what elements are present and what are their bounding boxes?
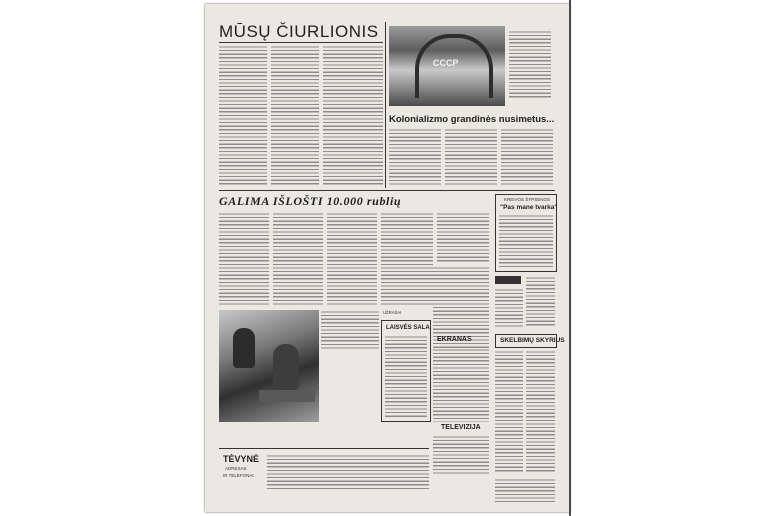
pavilion-photo <box>389 26 505 106</box>
televizija-title: TELEVIZIJA <box>441 424 481 431</box>
humor-text <box>499 214 553 268</box>
skelbimai-col2 <box>526 350 555 474</box>
right-col-text1 <box>495 288 523 328</box>
skelbimai-col1 <box>495 350 523 474</box>
redaktorius-label: UŽRAŠAI <box>383 310 402 315</box>
main-story-col4 <box>381 212 433 307</box>
main-story-title: GALIMA IŠLOŠTI 10.000 rublių <box>219 194 402 208</box>
children-photo <box>219 310 319 422</box>
skelbimai-box <box>495 334 565 348</box>
column-divider <box>385 22 386 188</box>
masthead-rule <box>219 42 383 43</box>
main-story-col5 <box>437 212 489 262</box>
footer-address: ADRESAS <box>225 466 247 471</box>
footer-logo: TĖVYNĖ <box>223 454 260 464</box>
colonial-col3 <box>501 128 553 186</box>
article-text-col3 <box>323 45 383 185</box>
main-story-col3 <box>327 212 377 307</box>
colonial-col1 <box>389 128 441 186</box>
pavilion-sign: CCCP <box>433 58 459 68</box>
laisve-text <box>385 335 427 417</box>
horizontal-rule-mid <box>219 190 555 191</box>
main-story-col2 <box>273 212 323 307</box>
colonial-title: Kolonializmo grandinės nusimetus... <box>389 114 555 125</box>
televizija-listings <box>433 435 489 475</box>
vedamasis-label <box>495 276 521 284</box>
colonial-col2 <box>445 128 497 186</box>
article-text-col2 <box>271 45 319 185</box>
footer-info <box>267 454 429 490</box>
ekranas-title: EKRANAS <box>437 336 472 343</box>
laisve-box <box>381 320 431 422</box>
footer-rule <box>219 448 429 449</box>
child-figure-2 <box>273 344 299 390</box>
humor-box <box>495 194 557 272</box>
photo-caption-children <box>321 310 379 350</box>
masthead-title: MŪSŲ ČIURLIONIS <box>219 22 379 41</box>
laisve-title: LAISVĖS SALA <box>386 325 430 331</box>
child-figure-1 <box>233 328 255 368</box>
scan-background-left <box>0 0 205 516</box>
humor-label: KREIVOS ŠYPSENOS <box>504 197 551 202</box>
footer-phones: IR TELEFONAI <box>223 473 254 478</box>
skelbimai-title: SKELBIMŲ SKYRIUS <box>500 337 565 344</box>
scan-background-right <box>570 0 774 516</box>
main-story-col1 <box>219 212 269 307</box>
newspaper-page <box>205 4 570 512</box>
article-text-col1 <box>219 45 267 185</box>
humor-title: "Pas mane tvarka" <box>500 204 558 211</box>
right-col-text2 <box>526 276 555 328</box>
scan-edge <box>569 0 571 516</box>
ekranas-listings <box>433 348 489 422</box>
table-surface <box>259 390 315 402</box>
bottom-right-text <box>495 478 555 502</box>
photo-caption <box>509 30 551 100</box>
